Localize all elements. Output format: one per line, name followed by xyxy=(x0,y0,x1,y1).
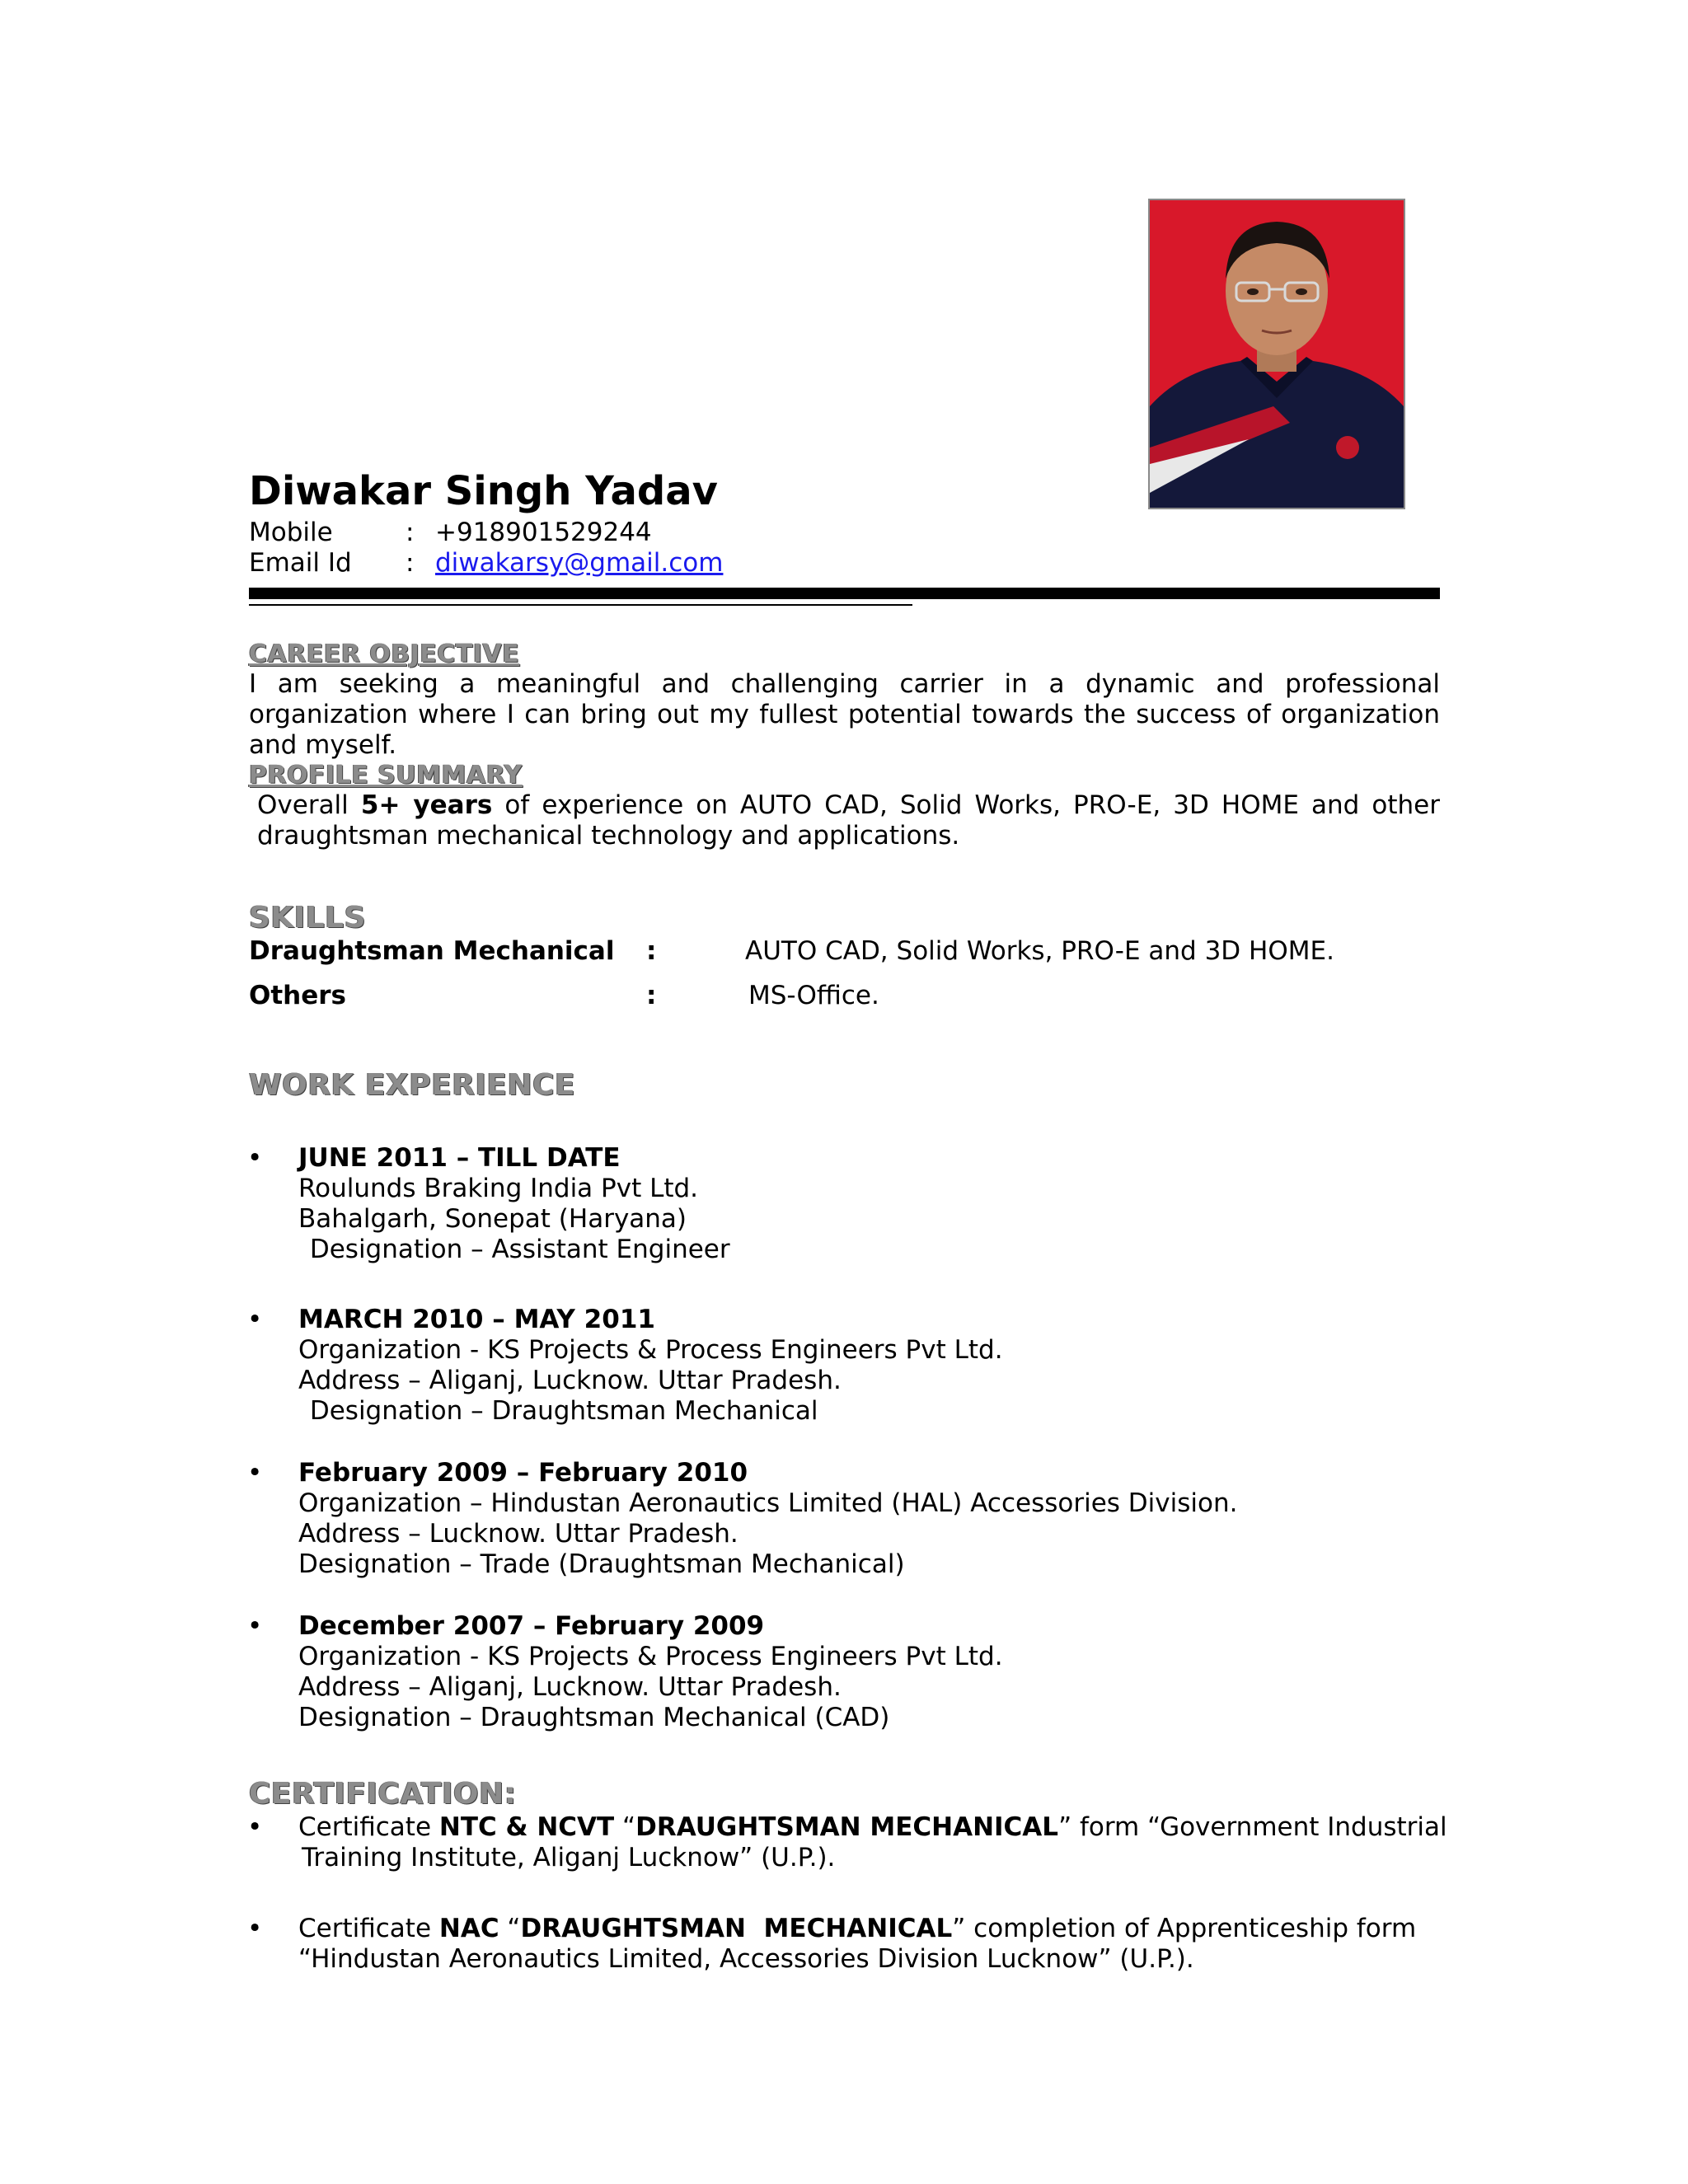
cert-quote-open: “ xyxy=(614,1812,636,1842)
skill-row xyxy=(249,981,346,1011)
certification-item xyxy=(298,1914,1416,1975)
mobile-row xyxy=(249,518,826,549)
skill-value: AUTO CAD, Solid Works, PRO-E and 3D HOME. xyxy=(745,936,1334,966)
cert-quote-open: “ xyxy=(499,1914,521,1943)
bullet-icon: • xyxy=(247,1611,263,1641)
certification-item xyxy=(298,1812,1447,1873)
job-title: February 2009 – February 2010 xyxy=(298,1458,748,1488)
summary-prefix: Overall xyxy=(257,790,349,820)
bullet-icon: • xyxy=(247,1143,263,1173)
profile-summary-heading: PROFILE SUMMARY xyxy=(249,761,523,790)
certification-heading: CERTIFICATION: xyxy=(249,1777,517,1811)
job-line: Organization - KS Projects & Process Engineers Pvt Ltd. xyxy=(298,1335,1003,1365)
job-title: MARCH 2010 – MAY 2011 xyxy=(298,1305,655,1334)
cert-line2: Training Institute, Aliganj Lucknow” (U.P.). xyxy=(302,1843,836,1872)
email-row xyxy=(249,548,826,579)
email-label: Email Id xyxy=(249,548,352,578)
job-line: Address – Lucknow. Uttar Pradesh. xyxy=(298,1519,738,1549)
job-title: JUNE 2011 – TILL DATE xyxy=(298,1143,621,1173)
skill-separator: : xyxy=(646,981,657,1010)
email-separator: : xyxy=(406,548,415,578)
job-line: Address – Aliganj, Lucknow. Uttar Pradesh. xyxy=(298,1366,842,1395)
skill-label: Others xyxy=(249,981,347,1010)
cert-board: NTC & NCVT xyxy=(438,1812,615,1842)
candidate-name: Diwakar Singh Yadav xyxy=(249,468,718,514)
skill-row xyxy=(249,936,614,967)
mobile-separator: : xyxy=(406,518,415,547)
job-line: Roulunds Braking India Pvt Ltd. xyxy=(298,1174,699,1203)
email-link[interactable]: diwakarsy@gmail.com xyxy=(435,548,724,578)
cert-trade: DRAUGHTSMAN MECHANICAL xyxy=(635,1812,1059,1842)
job-entry xyxy=(298,1305,1003,1427)
bullet-icon: • xyxy=(247,1458,263,1488)
bullet-icon: • xyxy=(247,1812,263,1842)
cert-board: NAC xyxy=(438,1914,499,1943)
job-line: Address – Aliganj, Lucknow. Uttar Pradesh. xyxy=(298,1672,842,1702)
person-portrait-icon xyxy=(1150,200,1404,508)
bullet-icon: • xyxy=(247,1914,263,1943)
header-divider-thick xyxy=(249,588,1440,599)
career-objective-text: I am seeking a meaningful and challenging carrier in a dynamic and professional organization where I can bring out my fullest potential towards the success of organization and myself. xyxy=(249,669,1440,760)
job-line: Designation – Trade (Draughtsman Mechanical) xyxy=(298,1549,905,1579)
job-line: Designation – Assistant Engineer xyxy=(302,1235,730,1264)
job-line: Bahalgarh, Sonepat (Haryana) xyxy=(298,1204,687,1234)
skill-label: Draughtsman Mechanical xyxy=(249,936,615,966)
bullet-icon: • xyxy=(247,1305,263,1334)
career-objective-heading: CAREER OBJECTIVE xyxy=(249,640,520,668)
skills-heading: SKILLS xyxy=(249,901,367,935)
work-experience-heading: WORK EXPERIENCE xyxy=(249,1068,576,1102)
profile-summary-text xyxy=(257,790,1440,851)
summary-years: 5+ years xyxy=(360,790,493,820)
cert-prefix: Certificate xyxy=(298,1812,439,1842)
mobile-value: +918901529244 xyxy=(435,518,652,547)
mobile-label: Mobile xyxy=(249,518,333,547)
cert-prefix: Certificate xyxy=(298,1914,439,1943)
job-entry xyxy=(298,1143,730,1265)
skill-separator: : xyxy=(646,936,657,966)
job-line: Designation – Draughtsman Mechanical (CAD) xyxy=(298,1703,890,1732)
header-divider-thin xyxy=(249,604,912,606)
cert-institute: ” completion of Apprenticeship form xyxy=(952,1914,1417,1943)
skill-value: MS-Office. xyxy=(748,981,879,1010)
job-line: Designation – Draughtsman Mechanical xyxy=(302,1396,818,1426)
job-line: Organization – Hindustan Aeronautics Limited (HAL) Accessories Division. xyxy=(298,1488,1238,1518)
job-entry xyxy=(298,1611,1003,1733)
cert-line2: “Hindustan Aeronautics Limited, Accessories Division Lucknow” (U.P.). xyxy=(298,1944,1194,1974)
cert-trade: DRAUGHTSMAN MECHANICAL xyxy=(520,1914,953,1943)
job-entry xyxy=(298,1458,1237,1580)
cert-institute: ” form “Government Industrial xyxy=(1058,1812,1447,1842)
job-title: December 2007 – February 2009 xyxy=(298,1611,765,1641)
summary-suffix: of experience on AUTO CAD, Solid Works, PRO-E, 3D HOME and other draughtsman mechanical technology and applications. xyxy=(257,790,1440,851)
profile-photo xyxy=(1148,199,1405,509)
job-line: Organization - KS Projects & Process Engineers Pvt Ltd. xyxy=(298,1642,1003,1671)
